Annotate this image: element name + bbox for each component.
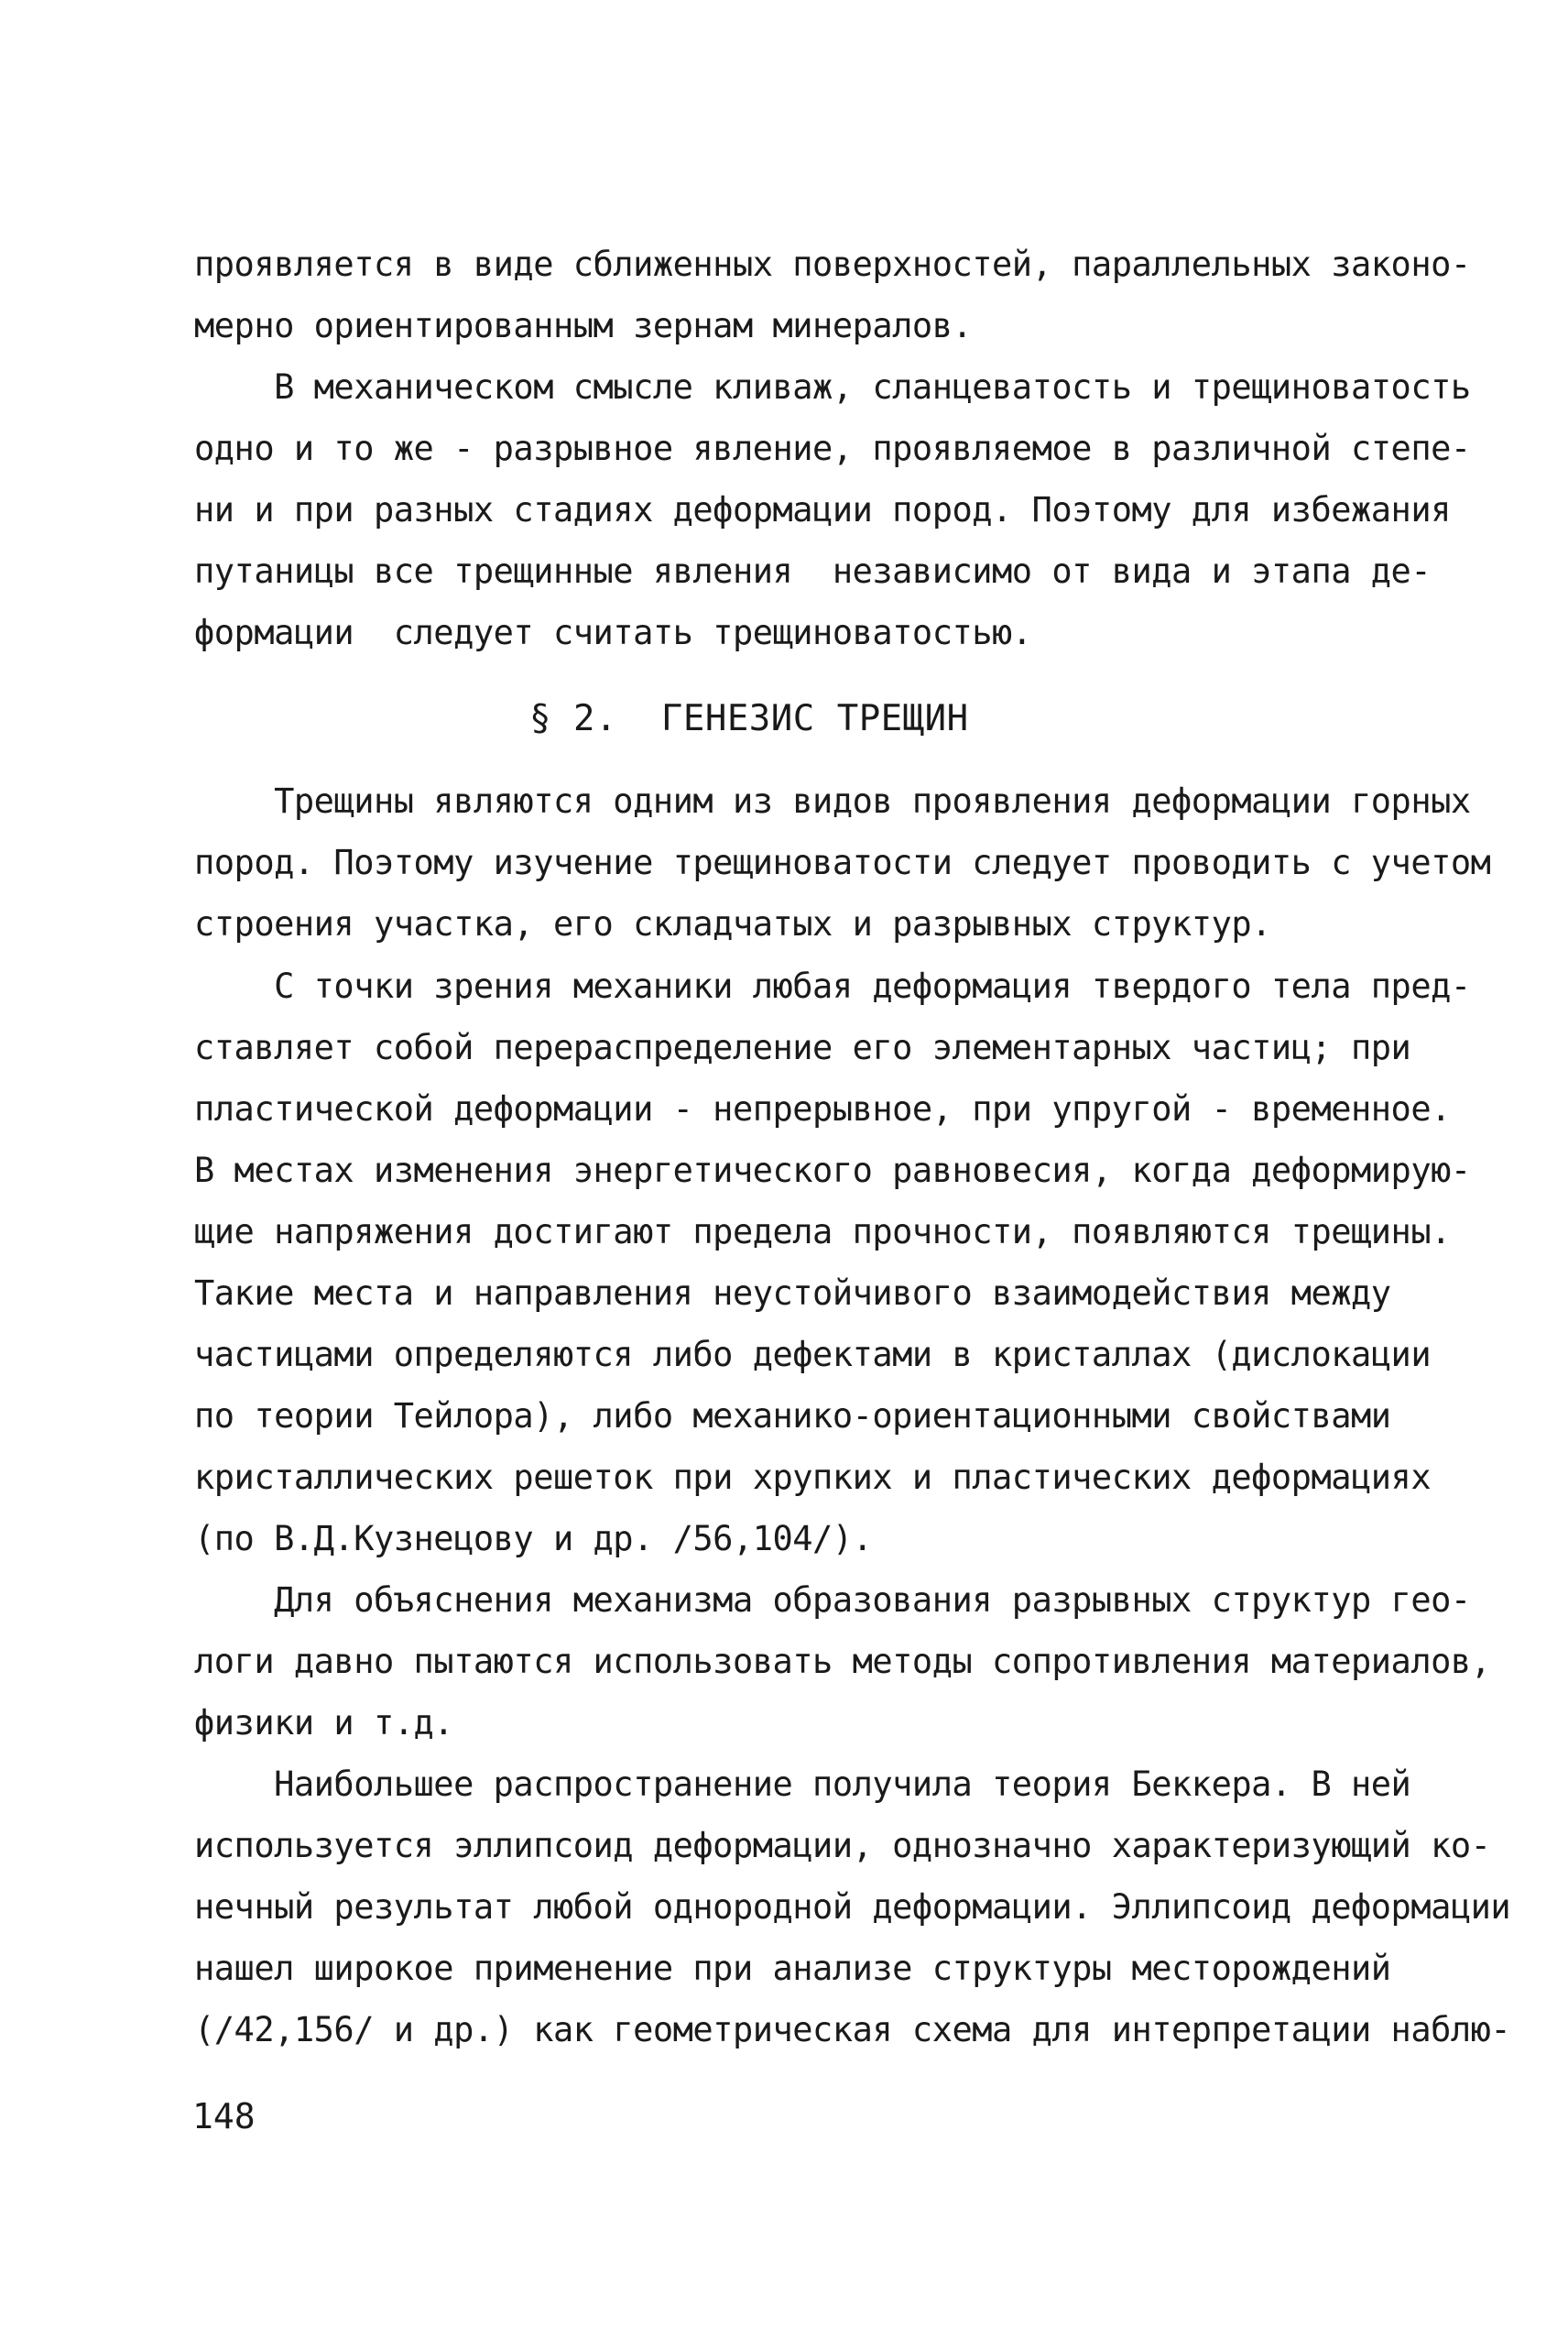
text-line: проявляется в виде сближенных поверхностей, параллельных законо-	[194, 245, 1471, 284]
text-line: физики и т.д.	[194, 1703, 454, 1743]
text-line: ни и при разных стадиях деформации пород. Поэтому для избежания	[194, 490, 1451, 530]
text-line: В механическом смысле кливаж, сланцеватость и трещиноватость	[194, 367, 1471, 407]
text-line: по теории Тейлора), либо механико-ориентационными свойствами	[194, 1396, 1391, 1436]
text-line: нечный результат любой однородной деформации. Эллипсоид деформации	[194, 1887, 1511, 1927]
text-line: пород. Поэтому изучение трещиноватости следует проводить с учетом	[194, 843, 1491, 882]
text-line: Трещины являются одним из видов проявления деформации горных	[194, 781, 1471, 821]
text-line: (/42,156/ и др.) как геометрическая схема для интерпретации наблю-	[194, 2010, 1511, 2049]
page-number: 148	[192, 2096, 256, 2136]
text-line: С точки зрения механики любая деформация твердого тела пред-	[194, 967, 1471, 1006]
text-line: формации следует считать трещиноватостью.	[194, 613, 1032, 652]
text-line: частицами определяются либо дефектами в кристаллах (дислокации	[194, 1335, 1432, 1374]
text-line: кристаллических решеток при хрупких и пластических деформациях	[194, 1458, 1432, 1497]
text-line: (по В.Д.Кузнецову и др. /56,104/).	[194, 1519, 873, 1558]
text-line: мерно ориентированным зернам минералов.	[194, 306, 973, 345]
text-line: пластической деформации - непрерывное, при упругой - временное.	[194, 1089, 1451, 1129]
text-line: щие напряжения достигают предела прочности, появляются трещины.	[194, 1212, 1451, 1251]
text-line: строения участка, его складчатых и разрывных структур.	[194, 904, 1271, 944]
text-line: логи давно пытаются использовать методы сопротивления материалов,	[194, 1642, 1491, 1681]
section-heading: § 2. ГЕНЕЗИС ТРЕЩИН	[529, 698, 969, 739]
text-line: путаницы все трещинные явления независимо от вида и этапа де-	[194, 552, 1432, 591]
text-line: Для объяснения механизма образования разрывных структур гео-	[194, 1580, 1471, 1620]
text-line: нашел широкое применение при анализе структуры месторождений	[194, 1949, 1391, 1988]
text-line: Наибольшее распространение получила теория Беккера. В ней	[194, 1764, 1411, 1804]
text-line: В местах изменения энергетического равновесия, когда деформирую-	[194, 1151, 1471, 1190]
text-line: одно и то же - разрывное явление, проявляемое в различной степе-	[194, 429, 1471, 468]
text-line: ставляет собой перераспределение его элементарных частиц; при	[194, 1028, 1411, 1067]
text-line: Такие места и направления неустойчивого взаимодействия между	[194, 1273, 1391, 1313]
text-line: используется эллипсоид деформации, однозначно характеризующий ко-	[194, 1826, 1491, 1865]
